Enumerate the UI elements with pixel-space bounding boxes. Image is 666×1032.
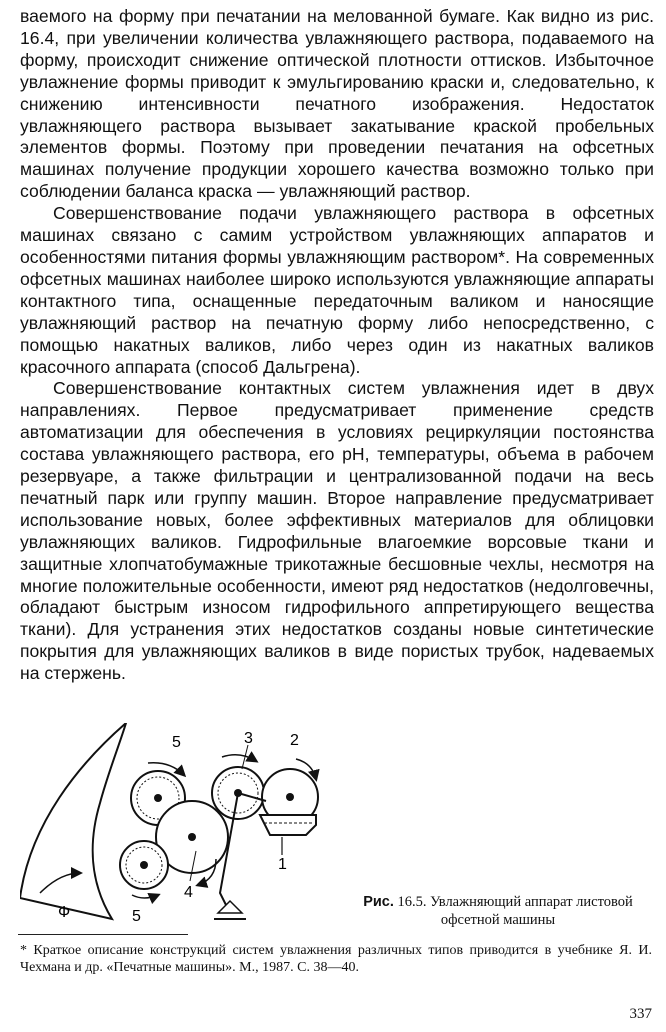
footnote-rule	[18, 934, 188, 935]
figure-16-5	[20, 723, 654, 938]
caption-label: Рис.	[363, 894, 394, 910]
paragraph-1: ваемого на форму при печатании на мелованной бумаге. Как видно из рис. 16.4, при увеличении количества увлажняющего раствора, подаваемого на форму, происходит снижение оптической плотности оттисков. Избыточное увлажнение формы приводит к эмульгированию краски и, следовательно, к снижению интенсивности печатного изображения. Недостаток увлажняющего раствора вызывает закатывание краской пробельных элементов формы. Поэтому при проведении печатания на офсетных машинах получение продукции хорошего качества возможно только при соблюдении баланса краска — увлажняющий раствор.	[20, 6, 654, 202]
paragraph-2: Совершенствование подачи увлажняющего раствора в офсетных машинах связано с самим устройством увлажняющих аппаратов и особенностями питания формы увлажняющим раствором*. На современных офсетных машинах наиболее широко используются увлажняющие аппараты контактного типа, оснащенные передаточным валиком и наносящие увлажняющий раствор на печатную форму либо непосредственно, с помощью накатных валиков, либо через один из накатных валиков красочного аппарата (способ Дальгрена).	[20, 203, 654, 377]
dampening-unit-diagram	[20, 723, 350, 933]
body-text	[20, 6, 654, 685]
caption-text: 16.5. Увлажняющий аппарат листовой офсетной машины	[397, 894, 633, 928]
page-number: 337	[629, 1006, 652, 1022]
fountain-tray	[260, 815, 316, 835]
book-page	[20, 6, 654, 928]
paragraph-3: Совершенствование контактных систем увлажнения идет в двух направлениях. Первое предусматривает применение средств автоматизации для обеспечения в условиях рециркуляции постоянства состава увлажняющего раствора, его pH, температуры, объема в рабочем резервуаре, а также фильтрации и централизованной подачи на весь печатный парк или группу машин. Второе направление предусматривает использование новых, более эффективных материалов для облицовки увлажняющих валиков. Гидрофильные влагоемкие ворсовые ткани и защитные хлопчатобумажные трикотажные бесшовные чехлы, несмотря на многие положительные особенности, имеют ряд недостатков (недолговечны, обладают быстрым износом гидрофильного аппретирующего вещества ткани). Для устранения этих недостатков созданы новые синтетические покрытия для увлажняющих валиков в виде пористых трубок, надеваемых на стержень.	[20, 378, 654, 684]
label-form-roller-bottom: 5	[132, 908, 141, 925]
form-roller-bottom	[120, 841, 168, 889]
label-tray: 1	[278, 856, 287, 873]
label-cylinder: Ф	[58, 904, 71, 921]
footnote: * Краткое описание конструкций систем увлажнения различных типов приводится в учебнике Я. И. Чехмана и др. «Печатные машины». М., 1987. С. 38—40.	[20, 943, 652, 975]
figure-caption	[342, 893, 654, 929]
label-distributor-roller: 4	[184, 884, 193, 901]
plate-cylinder	[20, 723, 126, 919]
label-ductor-roller: 2	[290, 732, 299, 749]
label-transfer-roller: 3	[244, 730, 253, 747]
label-form-roller-top: 5	[172, 734, 181, 751]
